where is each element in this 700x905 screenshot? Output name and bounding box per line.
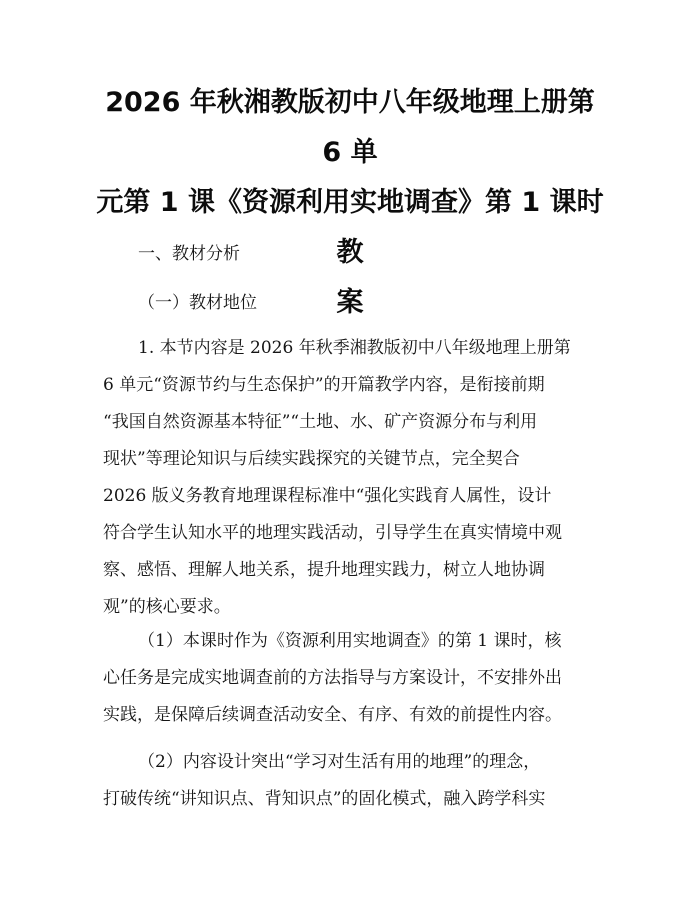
section-heading <box>103 236 600 273</box>
subsection-heading <box>103 285 600 322</box>
paragraph-line: 观”的核心要求。 <box>103 597 231 617</box>
paragraph-line: 符合学生认知水平的地理实践活动，引导学生在真实情境中观 <box>103 523 562 543</box>
paragraph-line: 2026 版义务教育地理课程标准中“强化实践育人属性，设计 <box>103 486 552 506</box>
paragraph-2 <box>103 623 600 734</box>
title-line: 元第 1 课《资源利用实地调查》第 1 课时教 <box>96 187 604 268</box>
heading-text: 一、教材分析 <box>138 244 240 264</box>
title-line: 案 <box>336 287 364 318</box>
paragraph-1 <box>103 330 600 626</box>
paragraph-line: （2）内容设计突出“学习对生活有用的地理”的理念， <box>138 752 541 772</box>
title-line: 2026 年秋湘教版初中八年级地理上册第 6 单 <box>105 87 595 168</box>
paragraph-line: （1）本课时作为《资源利用实地调查》的第 1 课时，核 <box>138 631 562 651</box>
paragraph-line: 1. 本节内容是 2026 年秋季湘教版初中八年级地理上册第 <box>138 338 571 358</box>
paragraph-line: “我国自然资源基本特征”“土地、水、矿产资源分布与利用 <box>103 412 538 432</box>
paragraph-line: 6 单元“资源节约与生态保护”的开篇教学内容，是衔接前期 <box>103 375 545 395</box>
paragraph-line: 察、感悟、理解人地关系，提升地理实践力，树立人地协调 <box>103 560 545 580</box>
heading-text: （一）教材地位 <box>138 293 257 313</box>
paragraph-line: 心任务是完成实地调查前的方法指导与方案设计，不安排外出 <box>103 668 562 688</box>
paragraph-line: 实践，是保障后续调查活动安全、有序、有效的前提性内容。 <box>103 705 562 725</box>
paragraph-line: 现状”等理论知识与后续实践探究的关键节点，完全契合 <box>103 449 520 469</box>
paragraph-line: 打破传统“讲知识点、背知识点”的固化模式，融入跨学科实 <box>103 789 546 809</box>
paragraph-3 <box>103 744 600 818</box>
